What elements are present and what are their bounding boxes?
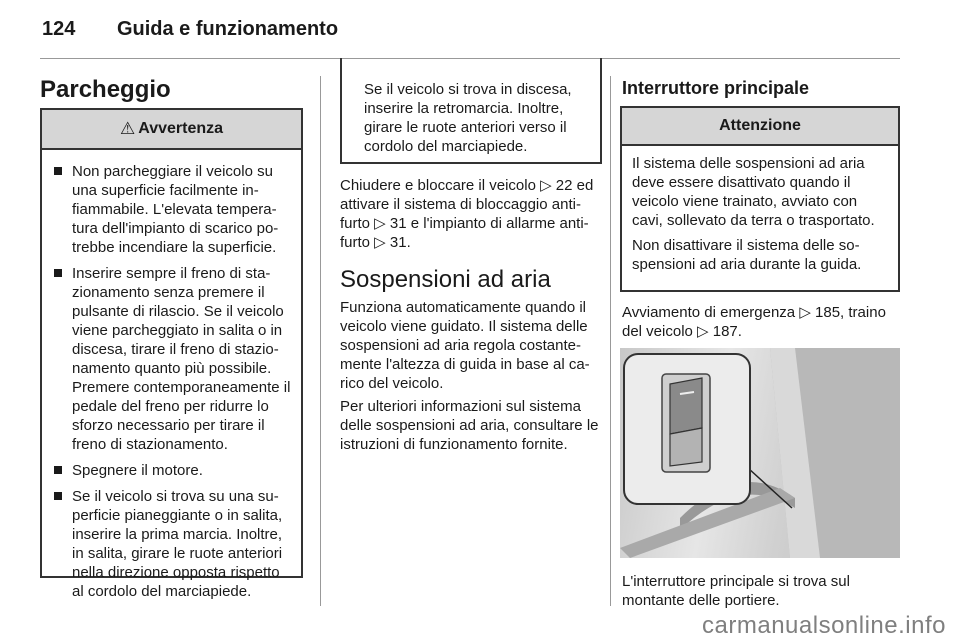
attention-box	[620, 106, 900, 292]
warning-list	[42, 150, 301, 601]
section-title-interruttore: Interruttore principale	[622, 78, 810, 98]
attention-paragraph-2: Non disattivare il sistema delle so-spensioni ad aria durante la guida.	[632, 237, 862, 273]
warning-continued-text: Se il veicolo si trova in discesa, inserire la retromarcia. Inoltre, girare le ruote anteriori verso il cordolo del marciapiede.	[364, 81, 572, 155]
warning-header	[42, 110, 301, 150]
attention-header	[622, 108, 898, 146]
attention-heading: Attenzione	[719, 117, 801, 134]
column-divider-2	[610, 76, 611, 606]
warning-icon: ⚠	[119, 119, 136, 138]
sospensioni-text	[340, 298, 604, 454]
switch-illustration	[620, 348, 900, 558]
lock-paragraph: Chiudere e bloccare il veicolo ▷ 22 ed attivare il sistema di bloccaggio anti-furto ▷ 31 e l'impianto di allarme anti-furto ▷ 31.	[340, 177, 594, 251]
warning-item: Inserire sempre il freno di sta-zionamento senza premere il pulsante di rilascio. Se il veicolo viene parcheggiato in salita o in discesa, tirare il freno di stazio-namento quanto più possibile. Premere contemporaneamente il pedale del freno per ridurre lo sforzo necessario per tirare il freno di stazionamento.	[54, 264, 293, 454]
watermark: carmanualsonline.info	[702, 612, 946, 639]
section-title-parcheggio: Parcheggio	[40, 76, 171, 103]
sospensioni-paragraph-2: Per ulteriori informazioni sul sistema delle sospensioni ad aria, consultare le istruzioni di funzionamento fornite.	[340, 398, 599, 453]
warning-item: Se il veicolo si trova su una su-perficie pianeggiante o in salita, inserire la prima marcia. Inoltre, in salita, girare le ruote anteriori nella direzione opposta rispetto al cordolo del marciapiede.	[54, 487, 293, 601]
attention-body	[622, 146, 898, 274]
warning-item: Spegnere il motore.	[54, 461, 293, 480]
warning-box	[40, 108, 303, 600]
attention-paragraph-1: Il sistema delle sospensioni ad aria deve essere disattivato quando il veicolo viene trainato, avviato con cavi, sollevato da terra o trasportato.	[632, 155, 875, 229]
page-number: 124	[42, 18, 76, 40]
sospensioni-paragraph-1: Funziona automaticamente quando il veicolo viene guidato. Il sistema delle sospensioni ad aria regola costante-mente l'altezza di guida in base al ca-rico del veicolo.	[340, 299, 590, 392]
page-header	[42, 18, 338, 41]
photo-caption: L'interruttore principale si trova sul montante delle portiere.	[622, 573, 850, 609]
chapter-title: Guida e funzionamento	[116, 18, 339, 40]
warning-item: Non parcheggiare il veicolo su una superficie facilmente in-fiammabile. L'elevata tempera-tura dell'impianto di scarico po-trebbe incendiare la superficie.	[54, 162, 293, 257]
parcheggio-paragraph	[340, 176, 604, 252]
warning-box-continued	[340, 58, 602, 164]
emergency-paragraph: Avviamento di emergenza ▷ 185, traino del veicolo ▷ 187.	[622, 304, 886, 340]
main-switch-photo	[620, 348, 900, 558]
column-divider-1	[320, 76, 321, 606]
section-title-sospensioni: Sospensioni ad aria	[340, 266, 551, 293]
warning-heading: Avvertenza	[138, 120, 224, 137]
